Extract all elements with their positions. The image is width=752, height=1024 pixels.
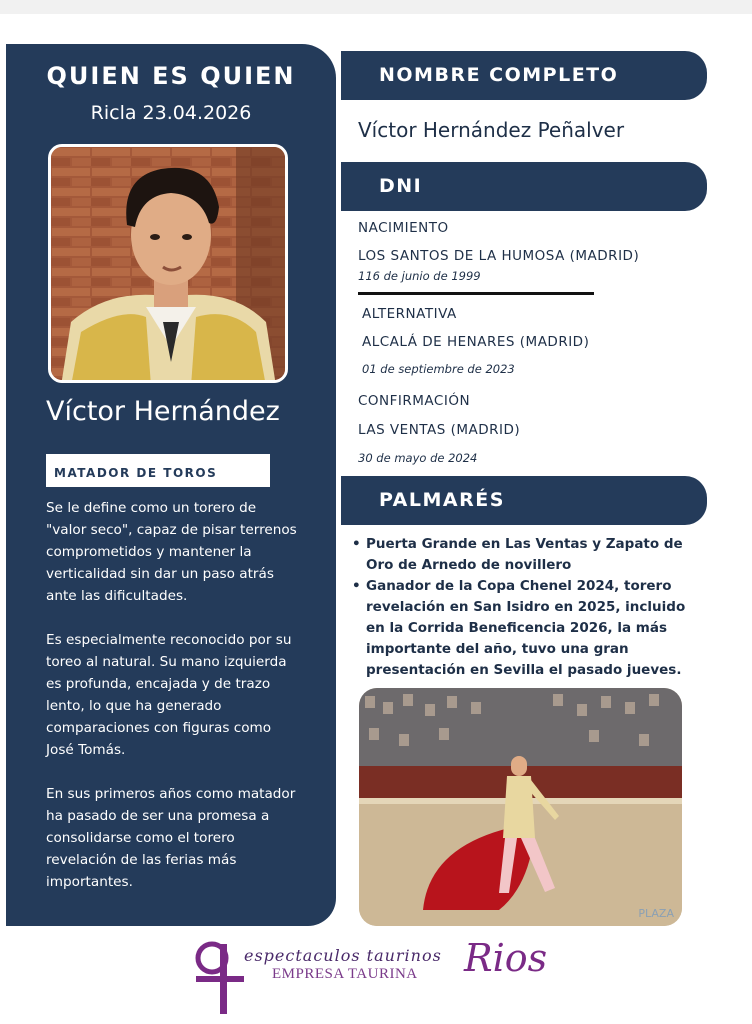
bio-paragraph: Se le define como un torero de "valor seco", capaz de pisar terrenos comprometidos y mantener la verticalidad sin dar un paso atrás ante las dificultades.	[46, 500, 297, 604]
bullring-photo	[359, 688, 682, 926]
divider-rule	[358, 292, 594, 295]
alternativa-label: ALTERNATIVA	[362, 306, 457, 322]
full-name-value: Víctor Hernández Peñalver	[358, 118, 625, 142]
birth-label: NACIMIENTO	[358, 220, 449, 236]
top-strip	[0, 0, 752, 14]
confirmacion-label: CONFIRMACIÓN	[358, 393, 471, 409]
bio-paragraph: Es especialmente reconocido por su toreo al natural. Su mano izquierda es profunda, encajada y de trazo lento, lo que ha generado comparaciones con figuras como José Tomás.	[46, 632, 292, 758]
confirmacion-place: LAS VENTAS (MADRID)	[358, 422, 521, 438]
dni-header: DNI	[341, 162, 707, 211]
bullring-illustration	[359, 688, 682, 926]
full-name-header: NOMBRE COMPLETO	[341, 51, 707, 100]
biography	[46, 497, 298, 915]
palmares-list	[350, 534, 690, 681]
portrait-photo	[48, 144, 288, 383]
left-panel	[6, 44, 336, 926]
list-item: • Ganador de la Copa Chenel 2024, torero revelación en San Isidro en 2025, incluido en la Corrida Beneficencia 2026, la más importante del año, tuvo una gran presentación en Sevilla el pasado jueves.	[350, 576, 690, 681]
footer-script: espectaculos taurinos	[244, 946, 442, 965]
poster-title: QUIEN ES QUIEN	[46, 62, 296, 90]
cross-key-icon	[188, 936, 248, 1016]
footer-logo	[188, 936, 588, 1016]
role-badge: MATADOR DE TOROS	[46, 454, 270, 487]
alternativa-place: ALCALÁ DE HENARES (MADRID)	[362, 334, 590, 350]
matador-name: Víctor Hernández	[46, 396, 280, 427]
footer-brand: Rios	[464, 936, 548, 980]
birth-place: LOS SANTOS DE LA HUMOSA (MADRID)	[358, 248, 640, 264]
event-date: Ricla 23.04.2026	[90, 102, 252, 124]
confirmacion-date: 30 de mayo de 2024	[358, 451, 478, 465]
portrait-illustration	[51, 147, 288, 383]
birth-date: 116 de junio de 1999	[358, 269, 481, 283]
bio-paragraph: En sus primeros años como matador ha pasado de ser una promesa a consolidarse como el torero revelación de las ferias más importantes.	[46, 786, 296, 890]
footer-subtitle: EMPRESA TAURINA	[272, 966, 418, 982]
palmares-header: PALMARÉS	[341, 476, 707, 525]
list-item: • Puerta Grande en Las Ventas y Zapato de Oro de Arnedo de novillero	[350, 534, 690, 576]
alternativa-date: 01 de septiembre de 2023	[362, 362, 515, 376]
plaza-watermark: PLAZA	[638, 907, 674, 920]
